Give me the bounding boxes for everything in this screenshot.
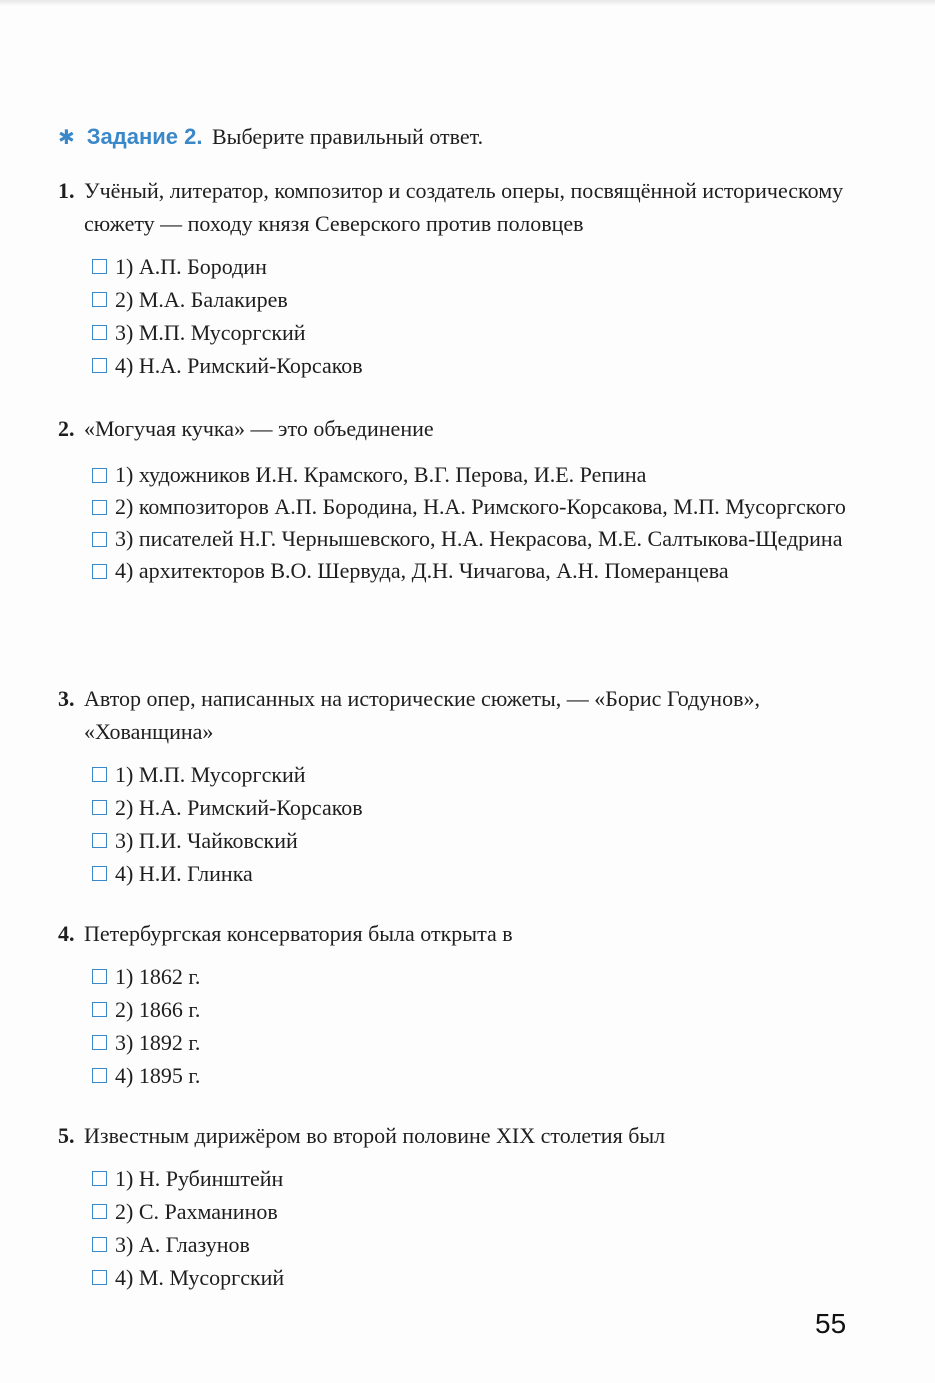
answer-option[interactable] <box>92 283 858 316</box>
answer-options <box>92 250 858 382</box>
task-label: Задание 2. <box>86 124 203 149</box>
answer-option[interactable] <box>92 960 858 993</box>
answer-options <box>92 459 858 587</box>
option-label: 1) Н. Рубинштейн <box>115 1166 284 1191</box>
question-4 <box>58 917 858 1092</box>
scan-edge-shadow <box>0 0 935 6</box>
checkbox-icon[interactable] <box>92 292 107 307</box>
option-label: 1) А.П. Бородин <box>115 254 267 279</box>
answer-option[interactable] <box>92 349 858 382</box>
question-2 <box>58 412 858 587</box>
question-number: 3. <box>58 686 75 711</box>
checkbox-icon[interactable] <box>92 1204 107 1219</box>
answer-option[interactable] <box>92 459 858 491</box>
question-number: 2. <box>58 416 75 441</box>
answer-option[interactable] <box>92 1026 858 1059</box>
question-3 <box>58 682 858 890</box>
answer-option[interactable] <box>92 523 858 555</box>
checkbox-icon[interactable] <box>92 532 107 547</box>
answer-option[interactable] <box>92 993 858 1026</box>
answer-options <box>92 960 858 1092</box>
checkbox-icon[interactable] <box>92 259 107 274</box>
option-label: 2) М.А. Балакирев <box>115 287 288 312</box>
checkbox-icon[interactable] <box>92 325 107 340</box>
option-label: 4) Н.А. Римский-Корсаков <box>115 353 363 378</box>
option-label: 2) композиторов А.П. Бородина, Н.А. Римского-Корсакова, М.П. Мусоргского <box>115 494 846 519</box>
answer-option[interactable] <box>92 758 858 791</box>
question-number: 1. <box>58 178 75 203</box>
checkbox-icon[interactable] <box>92 468 107 483</box>
option-label: 1) 1862 г. <box>115 964 201 989</box>
option-label: 3) писателей Н.Г. Чернышевского, Н.А. Некрасова, М.Е. Салтыкова-Щедрина <box>115 526 843 551</box>
option-label: 2) 1866 г. <box>115 997 201 1022</box>
answer-options <box>92 1162 858 1294</box>
checkbox-icon[interactable] <box>92 358 107 373</box>
option-label: 4) Н.И. Глинка <box>115 861 253 886</box>
checkbox-icon[interactable] <box>92 969 107 984</box>
checkbox-icon[interactable] <box>92 564 107 579</box>
option-label: 2) Н.А. Римский-Корсаков <box>115 795 363 820</box>
option-label: 1) М.П. Мусоргский <box>115 762 306 787</box>
answer-option[interactable] <box>92 316 858 349</box>
answer-option[interactable] <box>92 250 858 283</box>
answer-option[interactable] <box>92 491 858 523</box>
question-number: 4. <box>58 921 75 946</box>
checkbox-icon[interactable] <box>92 1270 107 1285</box>
checkbox-icon[interactable] <box>92 767 107 782</box>
option-label: 2) С. Рахманинов <box>115 1199 278 1224</box>
option-label: 3) 1892 г. <box>115 1030 201 1055</box>
checkbox-icon[interactable] <box>92 1035 107 1050</box>
checkbox-icon[interactable] <box>92 1171 107 1186</box>
checkbox-icon[interactable] <box>92 866 107 881</box>
answer-option[interactable] <box>92 555 858 587</box>
answer-option[interactable] <box>92 1162 858 1195</box>
answer-option[interactable] <box>92 857 858 890</box>
asterisk-icon: ✱ <box>58 125 75 149</box>
answer-option[interactable] <box>92 791 858 824</box>
question-text: «Могучая кучка» — это объединение <box>84 416 434 441</box>
option-label: 4) М. Мусоргский <box>115 1265 285 1290</box>
checkbox-icon[interactable] <box>92 1237 107 1252</box>
option-label: 3) А. Глазунов <box>115 1232 250 1257</box>
question-text: Известным дирижёром во второй половине XIX столетия был <box>84 1123 666 1148</box>
option-label: 3) П.И. Чайковский <box>115 828 298 853</box>
option-label: 4) 1895 г. <box>115 1063 201 1088</box>
question-number: 5. <box>58 1123 75 1148</box>
task-instruction: Выберите правильный ответ. <box>212 124 484 149</box>
answer-options <box>92 758 858 890</box>
option-label: 1) художников И.Н. Крамского, В.Г. Перова, И.Е. Репина <box>115 462 647 487</box>
question-5 <box>58 1119 858 1294</box>
answer-option[interactable] <box>92 1059 858 1092</box>
task-header <box>58 122 483 152</box>
question-text: Автор опер, написанных на исторические сюжеты, — «Борис Годунов», «Хованщина» <box>84 686 760 744</box>
question-1 <box>58 174 858 382</box>
answer-option[interactable] <box>92 824 858 857</box>
page-number: 55 <box>815 1308 847 1339</box>
checkbox-icon[interactable] <box>92 833 107 848</box>
checkbox-icon[interactable] <box>92 800 107 815</box>
question-text: Учёный, литератор, композитор и создатель оперы, посвящённой историческому сюжету — походу князя Северского против половцев <box>84 178 844 236</box>
option-label: 3) М.П. Мусоргский <box>115 320 306 345</box>
question-text: Петербургская консерватория была открыта в <box>84 921 513 946</box>
answer-option[interactable] <box>92 1228 858 1261</box>
answer-option[interactable] <box>92 1261 858 1294</box>
answer-option[interactable] <box>92 1195 858 1228</box>
option-label: 4) архитекторов В.О. Шервуда, Д.Н. Чичагова, А.Н. Померанцева <box>115 558 729 583</box>
checkbox-icon[interactable] <box>92 500 107 515</box>
checkbox-icon[interactable] <box>92 1002 107 1017</box>
checkbox-icon[interactable] <box>92 1068 107 1083</box>
